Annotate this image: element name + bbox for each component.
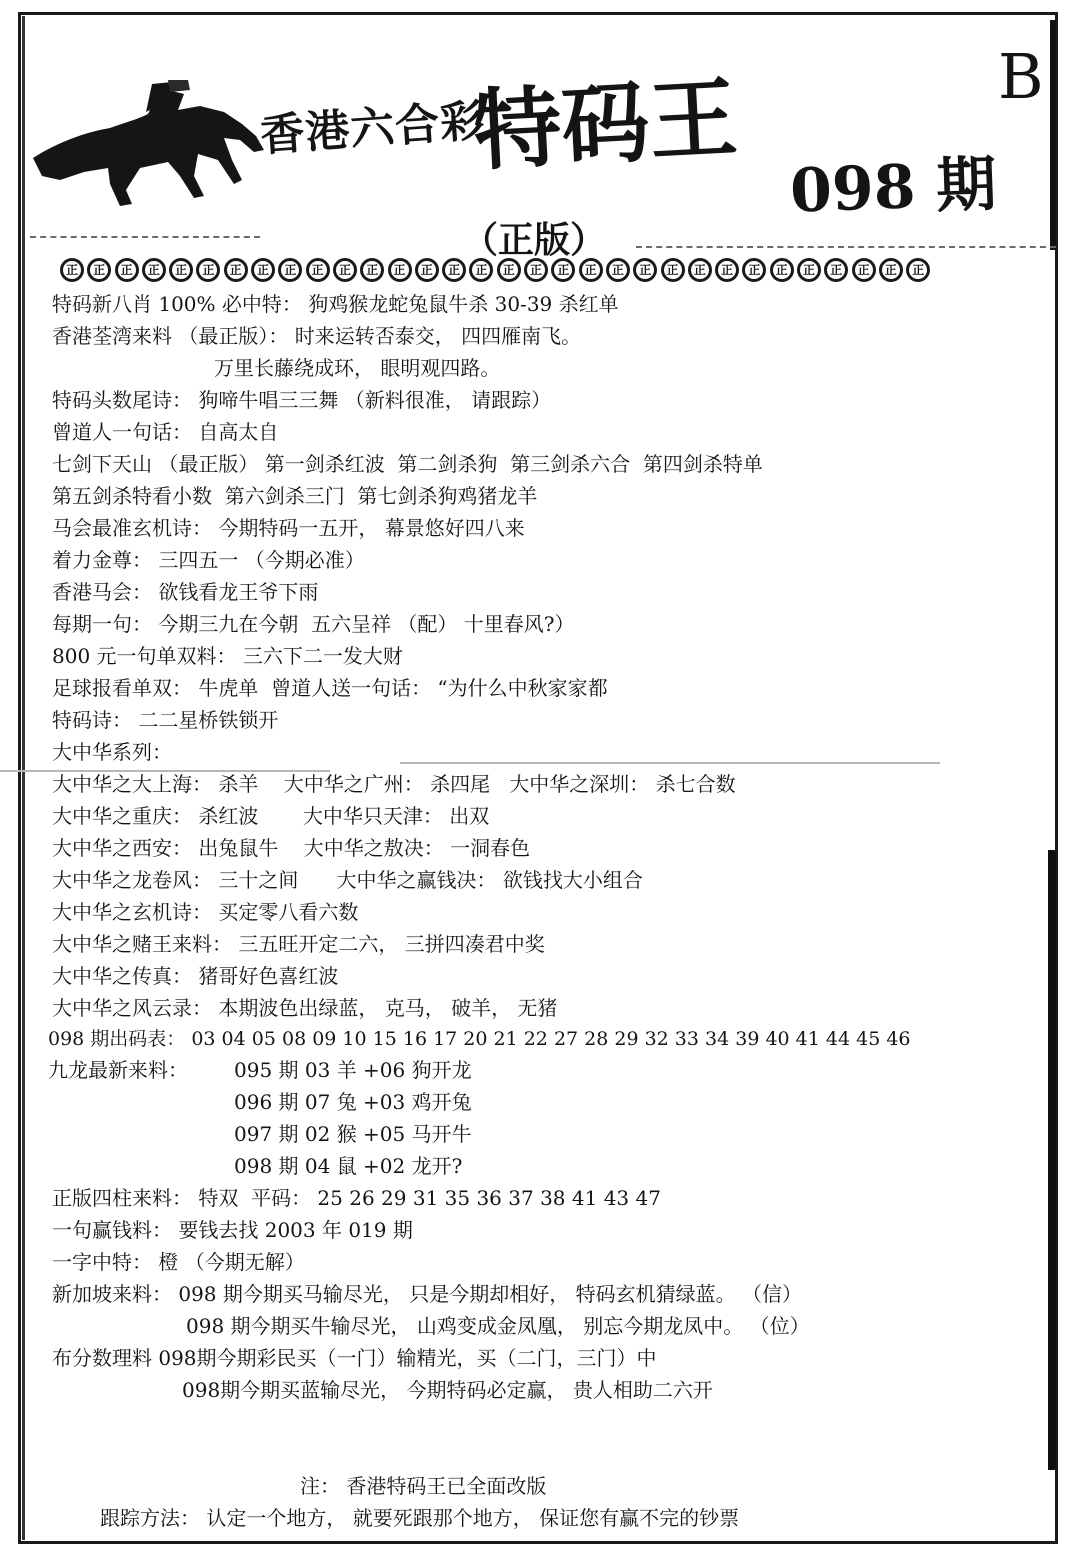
seal-icon: 正 (169, 258, 193, 282)
seal-icon: 正 (224, 258, 248, 282)
seal-icon: 正 (661, 258, 685, 282)
scan-edge-mark (1048, 850, 1056, 1470)
seal-icon: 正 (388, 258, 412, 282)
seal-icon: 正 (906, 258, 930, 282)
history-row: 097 期 02 猴 +05 马开牛 (234, 1122, 472, 1146)
scan-artifact (400, 762, 940, 764)
seal-icon: 正 (633, 258, 657, 282)
text-line: 大中华之龙卷风： 三十之间 大中华之赢钱决： 欲钱找大小组合 (52, 868, 643, 892)
seal-icon: 正 (879, 258, 903, 282)
seal-icon: 正 (688, 258, 712, 282)
text-line: 一句赢钱料： 要钱去找 2003 年 019 期 (52, 1218, 413, 1242)
text-line: 新加坡来料： 098 期今期买马输尽光， 只是今期却相好， 特码玄机猜绿蓝。 （信） (52, 1282, 802, 1306)
seal-icon: 正 (333, 258, 357, 282)
seal-icon: 正 (360, 258, 384, 282)
text-line: 大中华之大上海： 杀羊 大中华之广州： 杀四尾 大中华之深圳： 杀七合数 (52, 772, 736, 796)
text-line: 098 期今期买牛输尽光， 山鸡变成金凤凰， 别忘今期龙凤中。 （位） (186, 1314, 810, 1338)
text-line: 第五剑杀特看小数 第六剑杀三门 第七剑杀狗鸡猪龙羊 (52, 484, 538, 508)
lottery-name: 香港六合彩 (258, 95, 487, 162)
text-line: 大中华之传真： 猪哥好色喜红波 (52, 964, 339, 988)
text-line: 098期今期买蓝输尽光， 今期特码必定赢， 贵人相助二六开 (182, 1378, 713, 1402)
text-line: 每期一句： 今期三九在今朝 五六呈祥 （配） 十里春风?） (52, 612, 575, 636)
edition-label: （正版） (462, 220, 607, 261)
seal-icon: 正 (524, 258, 548, 282)
text-line: 一字中特： 橙 （今期无解） (52, 1250, 305, 1274)
footer-method: 跟踪方法： 认定一个地方， 就要死跟那个地方， 保证您有赢不完的钞票 (100, 1506, 740, 1530)
text-line: 香港荃湾来料 （最正版）： 时来运转否泰交， 四四雁南飞。 (52, 324, 582, 348)
text-line: 足球报看单双： 牛虎单 曾道人送一句话： “为什么中秋家家都 (52, 676, 608, 700)
history-row: 098 期 04 鼠 +02 龙开? (234, 1154, 463, 1178)
seal-icon: 正 (469, 258, 493, 282)
text-line: 特码诗： 二二星桥铁锁开 (52, 708, 279, 732)
page-title: 特码王 (470, 65, 740, 183)
seal-icon: 正 (824, 258, 848, 282)
seal-icon: 正 (415, 258, 439, 282)
seal-row (60, 258, 1010, 284)
text-line: 万里长藤绕成环， 眼明观四路。 (214, 356, 501, 380)
text-line: 着力金尊： 三四五一 （今期必准） (52, 548, 365, 572)
seal-icon: 正 (497, 258, 521, 282)
history-row: 095 期 03 羊 +06 狗开龙 (234, 1058, 472, 1082)
text-line: 九龙最新来料： (48, 1058, 188, 1082)
text-line: 特码头数尾诗： 狗啼牛唱三三舞 （新料很准， 请跟踪） (52, 388, 552, 412)
seal-icon: 正 (715, 258, 739, 282)
seal-icon: 正 (87, 258, 111, 282)
seal-icon: 正 (196, 258, 220, 282)
horse-rider-logo (28, 80, 278, 220)
text-line: 大中华之重庆： 杀红波 大中华只天津： 出双 (52, 804, 490, 828)
text-line: 曾道人一句话： 自高太自 (52, 420, 279, 444)
seal-icon: 正 (579, 258, 603, 282)
text-line: 七剑下天山 （最正版） 第一剑杀红波 第二剑杀狗 第三剑杀六合 第四剑杀特单 (52, 452, 763, 476)
seal-icon: 正 (142, 258, 166, 282)
text-line: 特码新八肖 100% 必中特： 狗鸡猴龙蛇兔鼠牛杀 30-39 杀红单 (52, 292, 619, 316)
edition-letter: B (998, 40, 1044, 113)
text-line: 800 元一句单双料： 三六下二一发大财 (52, 644, 403, 668)
text-line: 香港马会： 欲钱看龙王爷下雨 (52, 580, 319, 604)
header-rule (636, 246, 1056, 248)
seal-icon: 正 (551, 258, 575, 282)
seal-icon: 正 (115, 258, 139, 282)
text-line: 大中华之西安： 出兔鼠牛 大中华之敖决： 一洞春色 (52, 836, 531, 860)
seal-icon: 正 (770, 258, 794, 282)
section-title: 大中华系列： (52, 740, 172, 764)
page-border-left (22, 16, 25, 1540)
seal-icon: 正 (742, 258, 766, 282)
seal-icon: 正 (797, 258, 821, 282)
text-line: 大中华之赌王来料： 三五旺开定二六， 三拼四凑君中奖 (52, 932, 545, 956)
text-line: 大中华之玄机诗： 买定零八看六数 (52, 900, 359, 924)
text-line: 马会最准玄机诗： 今期特码一五开， 幕景悠好四八来 (52, 516, 525, 540)
header-rule (30, 236, 260, 238)
seal-icon: 正 (306, 258, 330, 282)
scan-edge-mark-top (1050, 20, 1056, 250)
seal-icon: 正 (852, 258, 876, 282)
seal-icon: 正 (251, 258, 275, 282)
text-line: 布分数理料 098期今期彩民买（一门）输精光，买（二门，三门）中 (52, 1346, 657, 1370)
issue-number: 098 期 (789, 149, 998, 227)
seal-icon: 正 (278, 258, 302, 282)
text-line: 正版四柱来料： 特双 平码： 25 26 29 31 35 36 37 38 41 43 47 (52, 1186, 661, 1210)
draw-number-table: 098 期出码表： 03 04 05 08 09 10 15 16 17 20 21 22 27 28 29 32 33 34 39 40 41 44 45 46 (48, 1028, 911, 1050)
seal-icon: 正 (442, 258, 466, 282)
footer-note: 注： 香港特码王已全面改版 (300, 1474, 547, 1498)
history-row: 096 期 07 兔 +03 鸡开兔 (234, 1090, 472, 1114)
seal-icon: 正 (60, 258, 84, 282)
seal-icon: 正 (606, 258, 630, 282)
text-line: 大中华之风云录： 本期波色出绿蓝， 克马， 破羊， 无猪 (52, 996, 558, 1020)
